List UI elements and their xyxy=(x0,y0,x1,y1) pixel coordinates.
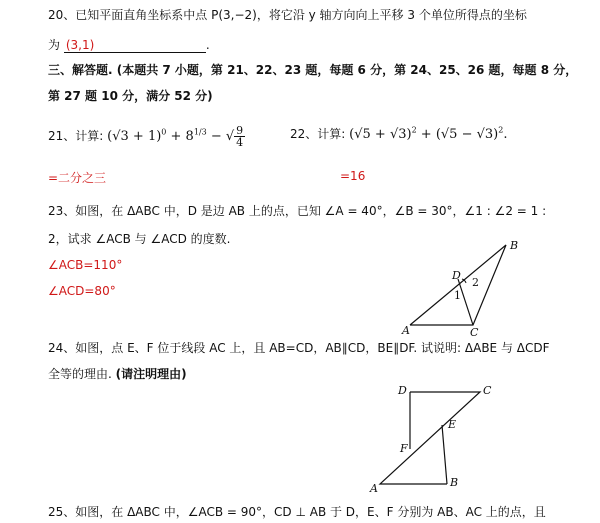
q24-label-b: B xyxy=(450,476,459,489)
section3-line2: 第 27 题 10 分，满分 52 分) xyxy=(48,89,213,103)
q20-answer: (3,1) xyxy=(65,38,95,52)
q20-answer-blank xyxy=(64,38,206,53)
q23-answer1: ∠ACB=110° xyxy=(48,258,123,272)
q20-suffix: . xyxy=(205,38,210,52)
q22-answer: =16 xyxy=(340,169,366,183)
q24-figure xyxy=(368,378,508,496)
q22-expression: $(√5 + √3)^2 + (√5 - √3)^2$. xyxy=(349,125,508,142)
q23-label-b: B xyxy=(510,239,519,252)
q20-line1: 20、已知平面直角坐标系中点 P(3,−2)，将它沿 y 轴方向向上平移 3 个单位所得点的坐标 xyxy=(48,8,527,22)
q23-answer2: ∠ACD=80° xyxy=(48,284,116,298)
q24-line2 xyxy=(48,365,187,382)
q20-prefix: 为 xyxy=(48,38,61,52)
q23-label-c: C xyxy=(470,326,479,339)
q23-line2: 2，试求 ∠ACB 与 ∠ACD 的度数. xyxy=(48,232,231,246)
q25-line1: 25、如图，在 ΔABC 中，∠ACB = 90°，CD ⊥ AB 于 D，E、F 分别为 AB、AC 上的点，且 xyxy=(48,505,546,519)
q22-line xyxy=(290,125,507,142)
q20-line2 xyxy=(48,36,210,53)
q21-answer: =二分之三 xyxy=(48,171,107,185)
q24-label-e: E xyxy=(448,418,457,431)
q24-label-d: D xyxy=(398,384,407,397)
q23-label-a: A xyxy=(402,324,410,337)
q24-line2-text: 全等的理由. xyxy=(48,367,116,381)
q23-label-angle2: 2 xyxy=(472,276,479,289)
q24-segment-be xyxy=(442,425,447,484)
q23-label-d: D xyxy=(452,269,461,282)
q22-label: 22、计算: xyxy=(290,127,346,141)
section3-line1: 三、解答题. (本题共 7 小题，第 21、22、23 题，每题 6 分，第 24、25、26 题，每题 8 分， xyxy=(48,63,578,77)
q21-line xyxy=(48,125,245,148)
q23-segment-cd xyxy=(458,279,473,325)
q24-line2-note: (请注明理由) xyxy=(115,367,187,381)
q23-label-angle1: 1 xyxy=(454,289,461,302)
q24-shape xyxy=(380,392,480,484)
q23-triangle xyxy=(410,245,506,325)
q24-label-c: C xyxy=(483,384,492,397)
q23-triangle-figure xyxy=(396,236,526,341)
q24-label-f: F xyxy=(400,442,408,455)
q21-expression: $(√3 + 1)^0 + 8^{1/3}$ − √ $\frac{9}{4}$ xyxy=(107,124,244,149)
q24-label-a: A xyxy=(370,482,378,495)
q21-label: 21、计算: xyxy=(48,129,104,143)
q24-line1: 24、如图，点 E、F 位于线段 AC 上，且 AB=CD，AB∥CD，BE∥DF. 试说明: ΔABE 与 ΔCDF xyxy=(48,341,550,355)
q23-line1: 23、如图，在 ΔABC 中，D 是边 AB 上的点，已知 ∠A = 40°，∠B = 30°，∠1 : ∠2 = 1 : xyxy=(48,204,547,218)
